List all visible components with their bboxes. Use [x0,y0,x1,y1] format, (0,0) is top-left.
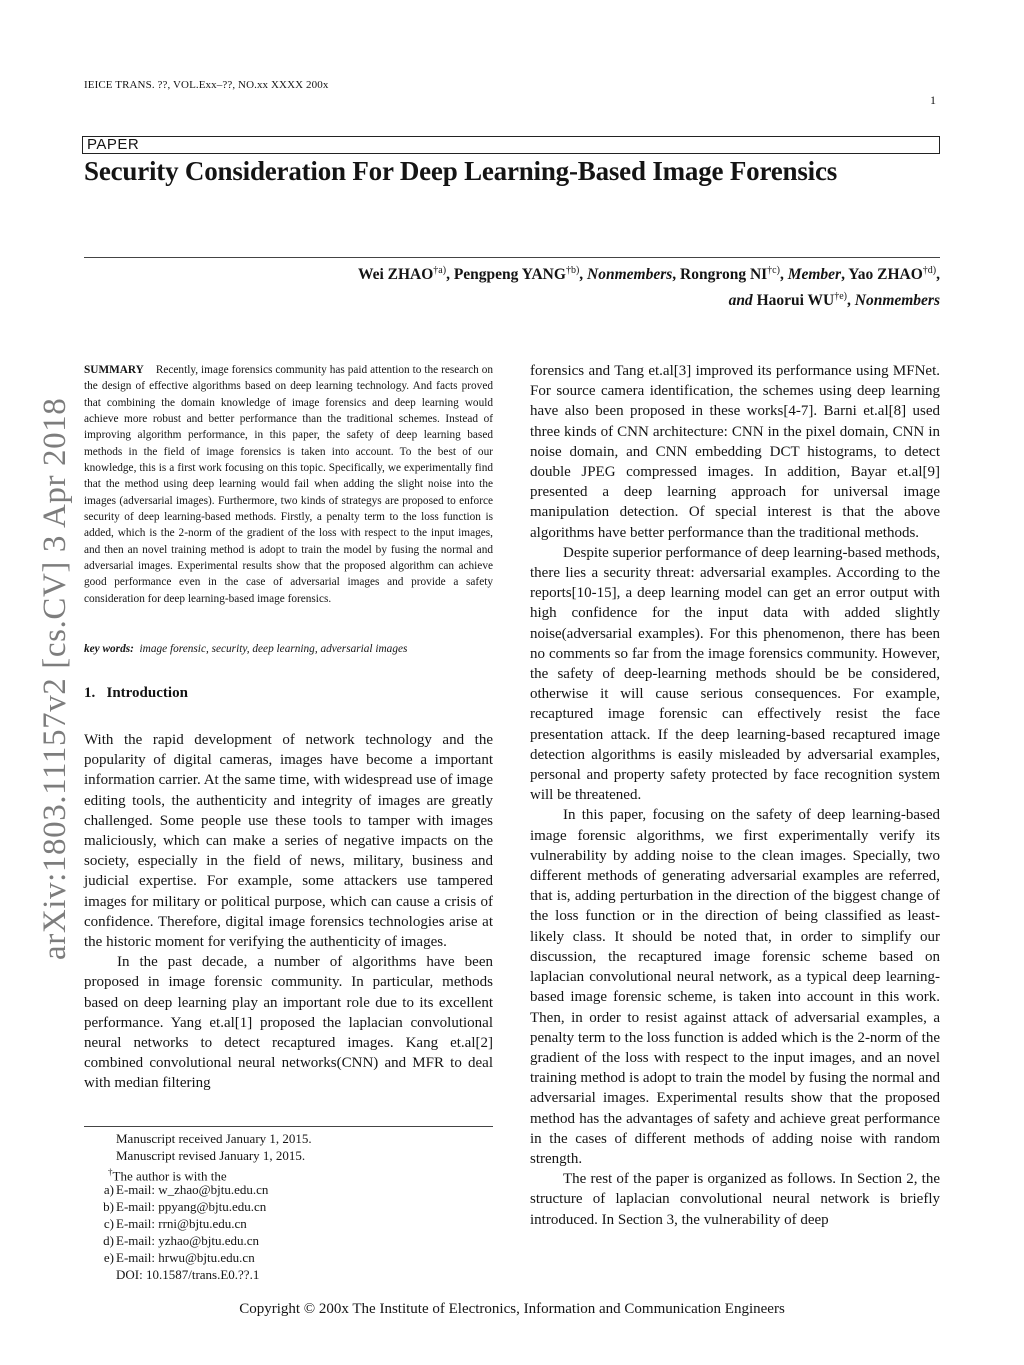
author-conjunction: and [728,292,753,309]
footnote-email-text: E-mail: ppyang@bjtu.edu.cn [116,1199,267,1214]
footnote-dagger-mark: † [108,1167,113,1177]
keywords [84,643,493,655]
paragraph: In this paper, focusing on the safety of deep learning-based image forensic algorithms, we first experimentally verify its vulnerability by adding noise to the clean images. Specially, two different methods of generating adversarial examples are referred, that is, adding perturbation in the direction of the biggest change of the loss function or in the direction of being classified as least-likely class. It should be noted that, in order to simplify our discussion, the recaptured image forensic scheme based on laplacian convolutional neural network, as a typical deep learning-based image forensic scheme, is taken into account in this work. Then, in order to resist against attack of adversarial examples, a penalty term to the loss function is added which is the 2-norm of the gradient of the loss with respect to the input images, and an novel training method is adopt to train the model by fusing the normal and adversarial images. Experimental results show that the proposed method has the advantages of safety and achieve great performance in the cases of different methods of adding noise with random strength. [530,807,940,1167]
keywords-text: image forensic, security, deep learning, adversarial images [139,643,408,655]
footnote-email-mark: d) [103,1233,114,1248]
footnote-affiliation [84,1164,493,1184]
page-number: 1 [930,93,936,107]
paragraph: With the rapid development of network technology and the popularity of digital cameras, images have become a important information carrier. At the same time, with widespread use of image editing tools, the authenticity and integrity of images are greatly challenged. Some people use these tools to tamper with images maliciously, which can make a series of negative impacts on the society, especially in the field of news, military, business and judicial expertise. For example, some attackers use tampered images for military or political purpose, which can cause a crisis of confidence. Therefore, digital image forensics technologies arise at the historic moment for verifying the authenticity of images. [84,732,493,951]
footnote-email-mark: e) [103,1250,114,1265]
footnote-email-text: E-mail: yzhao@bjtu.edu.cn [116,1233,260,1248]
footnote-email [84,1249,493,1266]
author-name: Haorui WU [756,292,835,309]
section-heading-introduction [84,685,493,702]
footnote-received: Manuscript received January 1, 2015. [116,1131,312,1146]
footnote-email-text: E-mail: rrni@bjtu.edu.cn [116,1216,247,1231]
introduction-body [84,730,493,1094]
author-status: Member [787,266,842,283]
author-list [70,260,940,312]
author-affiliation-mark: †b) [565,265,580,276]
running-head: IEICE TRANS. ??, VOL.Exx–??, NO.xx XXXX 200x [84,79,329,91]
author-name: Wei ZHAO [357,266,434,283]
author-line-1: Wei ZHAO$^{\dagger a)}$, Pengpeng YANG$^{\dagger b)}$, Nonmembers, Rongrong NI$^{\dagger c)}$, Member, Yao ZHAO$^{\dagger d)}$, [357,265,940,283]
footnote-email-text: E-mail: hrwu@bjtu.edu.cn [116,1250,255,1265]
summary-abstract [84,362,493,607]
footnote-email-text: E-mail: w_zhao@bjtu.edu.cn [116,1182,269,1197]
keywords-label: key words: [84,643,134,655]
footnote-email [84,1198,493,1215]
paper-type-label: PAPER [87,136,140,153]
footnote-email [84,1215,493,1232]
paragraph: forensics and Tang et.al[3] improved its performance using MFNet. For source camera identification, the schemes using deep learning have also been proposed in these works[4-7]. Barni et.al[8] used three kinds of CNN architecture: CNN in the pixel domain, CNN in noise domain, and CNN embedding DCT histograms, to detect double JPEG compressed images. In addition, Bayar et.al[9] presented a deep learning approach for universal image manipulation detection. Of special interest is that the above algorithms have better performance than the traditional methods. [530,363,940,541]
paper-title: Security Consideration For Deep Learning-Based Image Forensics [84,156,838,186]
section-number: 1. [84,685,96,701]
author-affiliation-mark: †c) [767,265,780,276]
author-affiliation-mark: †e) [834,291,847,302]
footnote-affiliation-text: The author is with the [112,1168,227,1184]
footnote-email-mark: a) [103,1182,114,1197]
author-name: Pengpeng YANG [453,266,566,283]
footnote-email-mark: b) [103,1199,114,1214]
footnote-email [84,1232,493,1249]
right-column-body [530,361,940,1230]
section-title: Introduction [106,685,188,701]
footnotes [84,1130,493,1283]
author-name: Rongrong NI [680,266,768,283]
paragraph: The rest of the paper is organized as follows. In Section 2, the structure of laplacian convolutional neural network is briefly introduced. In Section 3, the vulnerability of deep [530,1171,940,1228]
footnote-doi: DOI: 10.1587/trans.E0.??.1 [116,1267,260,1282]
paper-type-box [82,136,940,154]
paragraph: Despite superior performance of deep learning-based methods, there lies a security threat: adversarial examples. According to the reports[10-15], a deep learning model can get an error output with high confidence for the input data with added slightly noise(adversarial examples). For this phenomenon, there has been no comments so far from the image forensics community. However, the safety of deep-learning methods should be be considered, otherwise it will cause serious consequences. For example, recaptured image forensic can effectively resist the face presentation attack. If the deep learning-based recaptured image detection algorithms is easily misleaded by adversarial examples, personal and property safety protected by face recognition system will be threatened. [530,544,940,804]
arxiv-identifier-stamp: arXiv:1803.11157v2 [cs.CV] 3 Apr 2018 [37,397,73,960]
author-affiliation-mark: †d) [922,265,937,276]
author-affiliation-mark: †a) [433,265,447,276]
footnote-email [84,1181,493,1198]
author-status: Nonmembers [854,292,940,309]
footnote-email-mark: c) [103,1216,114,1231]
summary-label: SUMMARY [84,364,144,376]
author-line-2: and Haorui WU$^{\dagger e)}$, Nonmembers [728,291,940,309]
author-status: Nonmembers [587,266,673,283]
author-name: Yao ZHAO [848,266,923,283]
copyright-notice: Copyright © 200x The Institute of Electronics, Information and Communication Engineers [239,1301,785,1317]
author-divider [84,257,940,258]
footnote-revised: Manuscript revised January 1, 2015. [116,1148,306,1163]
footnote-divider [84,1126,493,1127]
paragraph: In the past decade, a number of algorithms have been proposed in image forensic community. In particular, methods based on deep learning play an important role due to its excellent performance. Yang et.al[1] proposed the laplacian convolutional neural networks to detect recaptured images. Kang et.al[2] combined convolutional neural networks(CNN) and MFR to deal with median filtering [84,954,493,1092]
summary-text: Recently, image forensics community has paid attention to the research on the design of effective algorithms based on deep learning technology. And facts proved that combining the domain knowledge of image forensics and deep learning would achieve more robust and better performance than the traditional schemes. Instead of improving algorithm performance, in this paper, the safety of deep learning based methods in the field of image forensics is taken into account. To the best of our knowledge, this is a first work focusing on this topic. Specifically, we experimentally find that the method using deep learning would fail when adding the slight noise into the images (adversarial images). Furthermore, two kinds of strategys are proposed to enforce security of deep learning-based methods. Firstly, a penalty term to the loss function is added, which is the 2-norm of the gradient of the loss with respect to the input images, and then an novel training method is adopt to train the model by fusing the normal and adversarial images. Experimental results show that the proposed algorithm can achieve good performance even in the case of adversarial images and provide a safety consideration for deep learning-based image forensics. [84,364,493,605]
